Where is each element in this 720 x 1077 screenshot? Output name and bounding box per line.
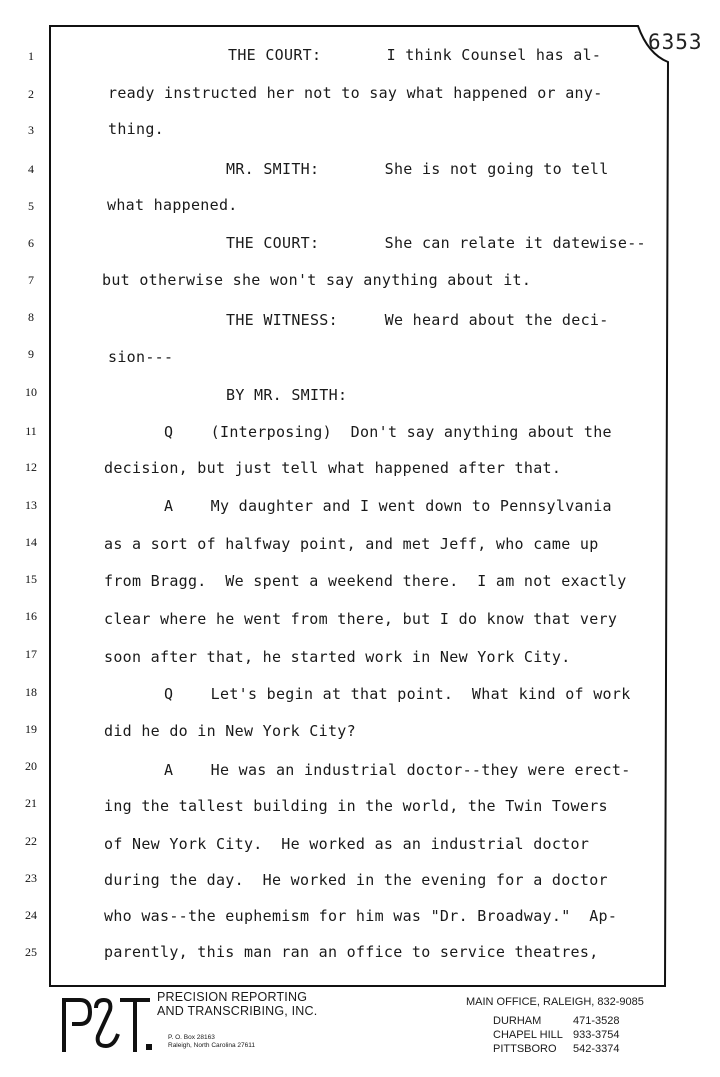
- transcript-line: did he do in New York City?: [104, 722, 356, 740]
- line-number: 3: [28, 123, 34, 137]
- transcript-line: from Bragg. We spent a weekend there. I am not exactly: [104, 572, 627, 590]
- line-number: 22: [25, 834, 37, 848]
- line-number: 9: [28, 347, 34, 361]
- transcript-line: decision, but just tell what happened after that.: [104, 459, 562, 477]
- transcript-line: sion---: [108, 348, 174, 366]
- transcript-line: thing.: [108, 120, 164, 138]
- line-number: 10: [25, 385, 37, 399]
- branch-row: DURHAM 471-3528: [493, 1015, 620, 1027]
- line-number: 7: [28, 273, 34, 287]
- transcript-line: during the day. He worked in the evening for a doctor: [104, 871, 608, 889]
- transcript-line: BY MR. SMITH:: [226, 386, 348, 404]
- transcript-line: of New York City. He worked as an industrial doctor: [104, 835, 590, 853]
- line-number: 24: [25, 908, 37, 922]
- line-number: 5: [28, 199, 34, 213]
- transcript-line: soon after that, he started work in New York City.: [104, 648, 571, 666]
- line-number: 20: [25, 759, 37, 773]
- transcript-line: as a sort of halfway point, and met Jeff, who came up: [104, 535, 599, 553]
- main-office: MAIN OFFICE, RALEIGH, 832-9085: [466, 996, 644, 1008]
- line-number: 12: [25, 460, 37, 474]
- line-number: 1: [28, 49, 34, 63]
- transcript-line: who was--the euphemism for him was "Dr. Broadway." Ap-: [104, 907, 618, 925]
- transcript-line: clear where he went from there, but I do know that very: [104, 610, 618, 628]
- transcript-line: A My daughter and I went down to Pennsylvania: [164, 497, 612, 515]
- transcript-line: THE WITNESS: We heard about the deci-: [226, 311, 609, 329]
- line-number: 18: [25, 685, 37, 699]
- page-number: 6353: [648, 30, 703, 54]
- line-number: 4: [28, 162, 34, 176]
- transcript-line: ready instructed her not to say what happened or any-: [108, 84, 603, 102]
- line-number: 13: [25, 498, 37, 512]
- transcript-line: what happened.: [107, 196, 238, 214]
- transcript-line: but otherwise she won't say anything about it.: [102, 271, 532, 289]
- branch-row: PITTSBORO 542-3374: [493, 1043, 620, 1055]
- branch-row: CHAPEL HILL 933-3754: [493, 1029, 620, 1041]
- line-number: 16: [25, 609, 37, 623]
- line-number: 8: [28, 310, 34, 324]
- line-number: 19: [25, 722, 37, 736]
- line-number: 14: [25, 535, 37, 549]
- line-number: 2: [28, 87, 34, 101]
- transcript-line: Q Let's begin at that point. What kind of work: [164, 685, 631, 703]
- line-number: 25: [25, 945, 37, 959]
- line-number: 11: [25, 424, 37, 438]
- line-number: 21: [25, 796, 37, 810]
- transcript-line: A He was an industrial doctor--they were erect-: [164, 761, 631, 779]
- company-address: P. O. Box 28163 Raleigh, North Carolina 27611: [168, 1034, 255, 1049]
- line-number: 15: [25, 572, 37, 586]
- transcript-line: THE COURT: I think Counsel has al-: [228, 46, 602, 64]
- line-number: 6: [28, 236, 34, 250]
- line-number: 23: [25, 871, 37, 885]
- transcript-line: Q (Interposing) Don't say anything about the: [164, 423, 612, 441]
- company-logo: [60, 994, 154, 1056]
- transcript-line: parently, this man ran an office to service theatres,: [104, 943, 599, 961]
- branch-offices: [493, 1014, 620, 1056]
- transcript-line: THE COURT: She can relate it datewise--: [226, 234, 646, 252]
- transcript-line: ing the tallest building in the world, the Twin Towers: [104, 797, 608, 815]
- line-number: 17: [25, 647, 37, 661]
- company-name: PRECISION REPORTING AND TRANSCRIBING, INC.: [157, 990, 318, 1018]
- transcript-line: MR. SMITH: She is not going to tell: [226, 160, 609, 178]
